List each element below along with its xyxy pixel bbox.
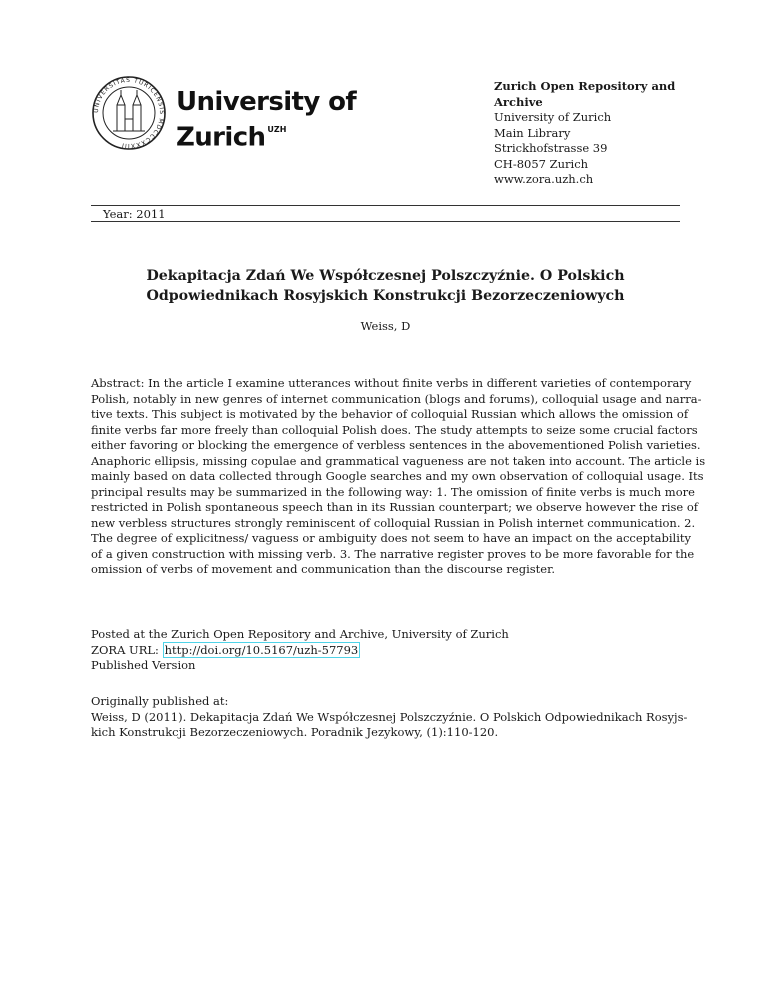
zora-url-line: ZORA URL: http://doi.org/10.5167/uzh-57793 bbox=[91, 642, 359, 657]
repository-address-line: CH-8057 Zurich bbox=[494, 156, 589, 171]
divider bbox=[91, 205, 680, 206]
citation-line: Weiss, D (2011). Dekapitacja Zdań We Współczesnej Polszczyźnie. O Polskich Odpowiednikach Rosyjs- bbox=[91, 709, 688, 724]
repository-address-line: University of Zurich bbox=[494, 110, 612, 124]
wordmark-line1: University of bbox=[176, 87, 357, 117]
version: Published Version bbox=[91, 658, 196, 672]
posting-info bbox=[91, 627, 509, 674]
zora-url-link[interactable]: http://doi.org/10.5167/uzh-57793 bbox=[164, 642, 359, 657]
citation-line: kich Konstrukcji Bezorzeczeniowych. Poradnik Jezykowy, (1):110-120. bbox=[91, 725, 499, 739]
repository-address-line: Main Library bbox=[494, 125, 571, 140]
posted-at: Posted at the Zurich Open Repository and Archive, University of Zurich bbox=[91, 627, 509, 641]
university-wordmark bbox=[176, 87, 356, 154]
abstract: Abstract: In the article I examine utterances without finite verbs in different varieties of contemporary Polish, notably in new genres of internet communication (blogs and forums), colloquial usage and narra- tive texts. This subject is motivated by the behavior of colloquial Russian which allows the omission of finite verbs far more freely than colloquial Polish does. The study attempts to seize some crucial factors either favoring or blocking the emergence of verbless sentences in the abovementioned Polish varieties. Anaphoric ellipsis, missing copulae and grammatical vagueness are not taken into account. The article is mainly based on data collected through Google searches and my own observation of colloquial usage. Its principal results may be summarized in the following way: 1. The omission of finite verbs is much more restricted in Polish spontaneous speech than in its Russian counterpart; we observe however the rise of new verbless structures strongly reminiscent of colloquial Russian in Polish internet communication. 2. The degree of explicitness/ vaguess or ambiguity does not seem to have an impact on the acceptability of a given construction with missing verb. 3. The narrative register proves to be more favorable for the omission of verbs of movement and communication than the discourse register. bbox=[91, 376, 706, 576]
author: Weiss, D bbox=[360, 319, 411, 333]
year: Year: 2011 bbox=[103, 207, 166, 221]
university-seal-icon bbox=[91, 75, 167, 151]
repository-website[interactable]: www.zora.uzh.ch bbox=[494, 172, 594, 186]
divider bbox=[91, 221, 680, 222]
repository-title: Zurich Open Repository and Archive bbox=[494, 79, 676, 109]
original-label: Originally published at: bbox=[91, 694, 229, 708]
paper-title: Dekapitacja Zdań We Współczesnej Polszczyźnie. O Polskich Odpowiednikach Rosyjskich Konstrukcji Bezorzeczeniowych bbox=[146, 268, 625, 304]
svg-text:UNIVERSITAS TURICENSIS MDCCCXX: UNIVERSITAS TURICENSIS MDCCCXXXIII bbox=[92, 76, 166, 150]
original-publication bbox=[91, 694, 688, 741]
wordmark-uzh: UZH bbox=[267, 125, 287, 134]
repository-address-line: Strickhofstrasse 39 bbox=[494, 141, 608, 155]
repository-info bbox=[494, 79, 675, 188]
wordmark-line2: Zurich $^{UZH}$ bbox=[176, 122, 287, 153]
university-logo bbox=[91, 75, 357, 159]
